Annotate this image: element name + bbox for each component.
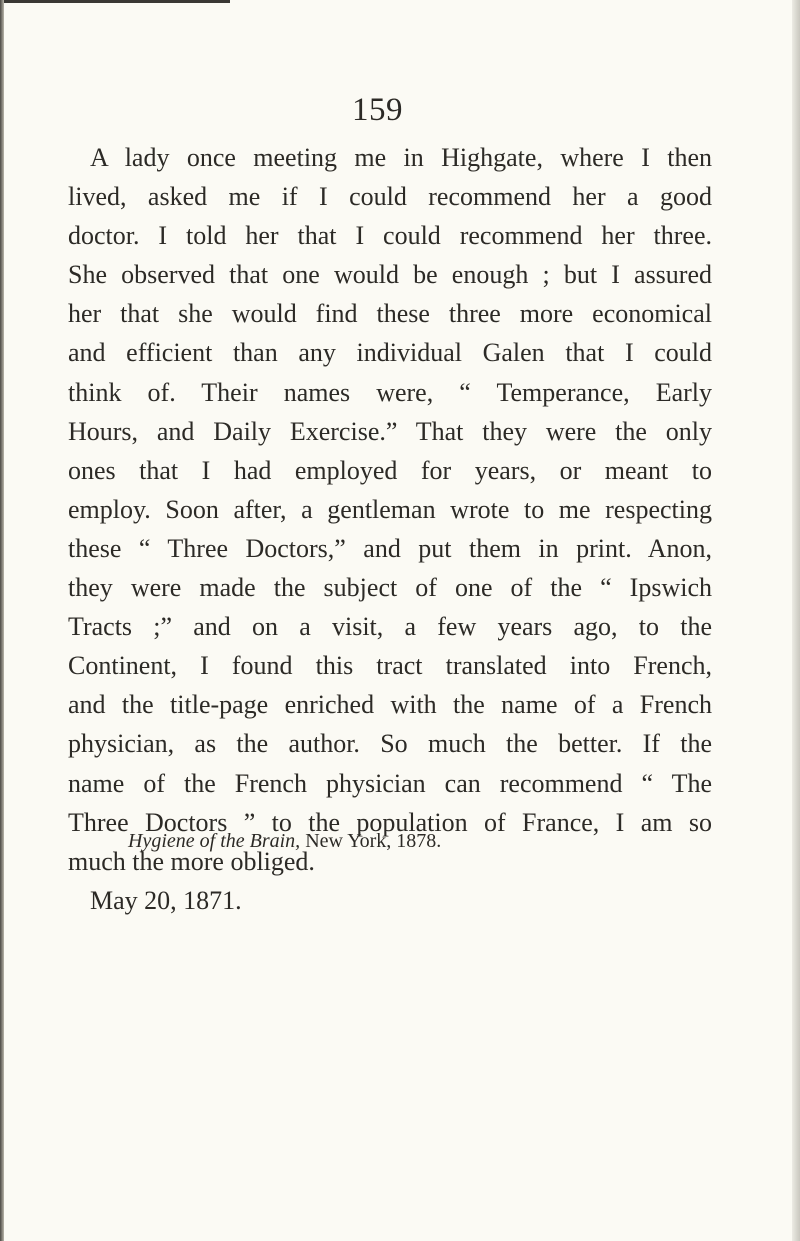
text-line: lived, asked me if I could recommend her a good [68,182,712,212]
text-line: much the more obliged. [68,846,315,876]
text-line: employ. Soon after, a gentleman wrote to me respecting [68,494,712,524]
text-line: She observed that one would be enough ; but I assured [68,260,712,290]
text-line: these “ Three Doctors,” and put them in print. Anon, [68,533,712,563]
text-line: ones that I had employed for years, or meant to [68,455,712,485]
text-line: and the title-page enriched with the name of a French [68,690,712,720]
scan-edge-top [0,0,230,3]
text-line: Tracts ;” and on a visit, a few years ago, to the [68,612,712,642]
body-text [68,138,712,920]
text-line: physician, as the author. So much the better. If the [68,729,712,759]
text-line: Hours, and Daily Exercise.” That they were the only [68,416,712,446]
text-line: name of the French physician can recommend “ The [68,768,712,798]
scan-edge-left [0,0,4,1241]
source-citation [128,830,441,853]
page-number: 159 [352,92,403,128]
text-line: think of. Their names were, “ Temperance, Early [68,377,712,407]
date-line: May 20, 1871. [90,885,242,915]
scan-edge-right [792,0,800,1241]
text-line: her that she would find these three more economical [68,299,712,329]
text-line: doctor. I told her that I could recommend her three. [68,221,712,251]
citation-place-year: New York, 1878. [305,830,442,852]
text-line: and efficient than any individual Galen that I could [68,338,712,368]
text-line: A lady once meeting me in Highgate, where I then [90,143,712,172]
text-line: they were made the subject of one of the “ Ipswich [68,573,712,603]
citation-title: Hygiene of the Brain, [128,830,301,852]
text-line: Continent, I found this tract translated into French, [68,651,712,681]
text-line: Three Doctors ” to the population of France, I am so [68,807,712,837]
